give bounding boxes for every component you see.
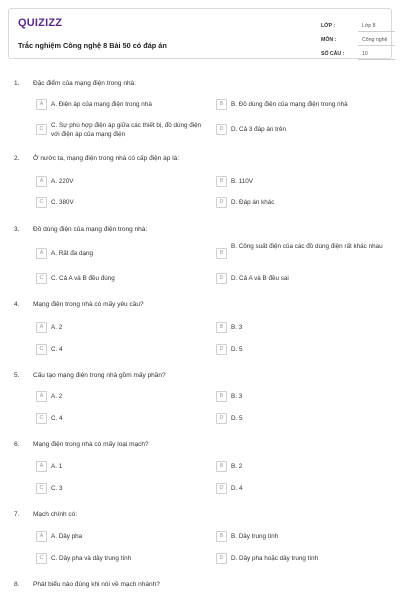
option-letter-box: D (216, 273, 227, 284)
question-text: Ở nước ta, mạng điện trong nhà có cấp điện áp là: (33, 155, 180, 162)
option-text: D. Cả A và B đều sai (231, 274, 289, 282)
option-letter-box: C (36, 413, 47, 424)
option-letter-box: A (36, 322, 47, 333)
option-text: C. 380V (51, 198, 74, 206)
meta-row-grade (321, 21, 395, 35)
option-text: D. Dây pha hoặc dây trung tính (231, 554, 319, 562)
meta-label: LỚP : (321, 23, 336, 29)
option-text: B. Đồ dùng điện của mạng điện trong nhà (231, 100, 348, 108)
question-number: 1. (14, 80, 20, 87)
option-letter-box: B (216, 176, 227, 187)
meta-underline (358, 45, 395, 46)
question-number: 7. (14, 511, 20, 518)
option-text: B. 3 (231, 392, 243, 400)
option-text: A. Rất đa dạng (51, 249, 94, 257)
worksheet-header (8, 8, 392, 59)
question-text: Cấu tạo mạng điện trong nhà gồm mấy phần? (33, 372, 166, 379)
option-text: B. 2 (231, 462, 243, 470)
option-letter-box: B (216, 391, 227, 402)
option-text: D. 5 (231, 345, 243, 353)
option-letter-box: B (216, 248, 227, 259)
option-letter-box: A (36, 176, 47, 187)
option-letter-box: B (216, 461, 227, 472)
meta-row-question-count (321, 49, 395, 63)
option-text: A. 2 (51, 323, 63, 331)
meta-underline (358, 59, 395, 60)
option-letter-box: A (36, 99, 47, 110)
option-text: C. Sự phù hợp điện áp giữa các thiết bị, đồ dùng điện với điện áp của mạng điện (51, 122, 202, 138)
question-number: 2. (14, 155, 20, 162)
option-letter-box: A (36, 391, 47, 402)
option-text: C. 3 (51, 484, 63, 492)
question-text: Mạng điện trong nhà có mấy loại mạch? (33, 441, 149, 448)
option-text: A. 220V (51, 177, 74, 185)
question-text: Đặc điểm của mạng điện trong nhà: (33, 80, 136, 87)
meta-underline (358, 31, 395, 32)
question-number: 3. (14, 226, 20, 233)
option-letter-box: C (36, 344, 47, 355)
option-letter-box: C (36, 197, 47, 208)
worksheet-title: Trắc nghiệm Công nghệ 8 Bài 50 có đáp án (18, 41, 167, 50)
option-letter-box: D (216, 413, 227, 424)
option-text: A. Điện áp của mạng điện trong nhà (51, 100, 152, 108)
option-letter-box: C (36, 553, 47, 564)
question-text: Phát biểu nào đúng khi nói về mạch nhánh? (33, 581, 160, 588)
option-letter-box: D (216, 483, 227, 494)
option-letter-box: B (216, 322, 227, 333)
option-text: C. 4 (51, 345, 63, 353)
question-number: 5. (14, 372, 20, 379)
option-letter-box: B (216, 531, 227, 542)
option-letter-box: A (36, 248, 47, 259)
option-letter-box: A (36, 531, 47, 542)
meta-value: Công nghệ (362, 37, 388, 43)
option-letter-box: C (36, 483, 47, 494)
question-number: 8. (14, 581, 20, 588)
option-text: D. Cả 3 đáp án trên (231, 125, 286, 133)
option-text: B. Công suất điện của các đồ dùng điện rất khác nhau (231, 243, 383, 250)
meta-value: Lớp 8 (362, 23, 376, 29)
option-text: C. Cả A và B đều đúng (51, 274, 115, 282)
question-text: Mạch chính có: (33, 511, 78, 518)
option-text: A. 1 (51, 462, 63, 470)
option-letter-box: B (216, 99, 227, 110)
option-letter-box: D (216, 553, 227, 564)
meta-value: 10 (362, 51, 368, 57)
quizizz-logo: QUIZIZZ (18, 17, 63, 29)
option-letter-box: C (36, 124, 47, 135)
option-text: C. Dây pha và dây trung tính (51, 554, 132, 562)
option-letter-box: C (36, 273, 47, 284)
option-text: D. 5 (231, 414, 243, 422)
question-number: 4. (14, 301, 20, 308)
meta-label: MÔN : (321, 37, 337, 43)
option-text: B. 3 (231, 323, 243, 331)
option-text: C. 4 (51, 414, 63, 422)
option-text: B. Dây trung tính (231, 532, 279, 540)
question-number: 6. (14, 441, 20, 448)
option-text: D. 4 (231, 484, 243, 492)
worksheet-meta (321, 21, 395, 63)
question-text: Mạng điện trong nhà có mấy yêu cầu? (33, 301, 144, 308)
meta-row-subject (321, 35, 395, 49)
option-text: A. Dây pha (51, 532, 83, 540)
meta-label: SỐ CÂU : (321, 51, 345, 57)
option-text: A. 2 (51, 392, 63, 400)
option-letter-box: D (216, 124, 227, 135)
question-text: Đồ dùng điện của mạng điện trong nhà: (33, 226, 148, 233)
option-letter-box: D (216, 344, 227, 355)
option-letter-box: D (216, 197, 227, 208)
option-letter-box: A (36, 461, 47, 472)
option-text: D. Đáp án khác (231, 198, 275, 206)
option-text: B. 110V (231, 177, 253, 185)
